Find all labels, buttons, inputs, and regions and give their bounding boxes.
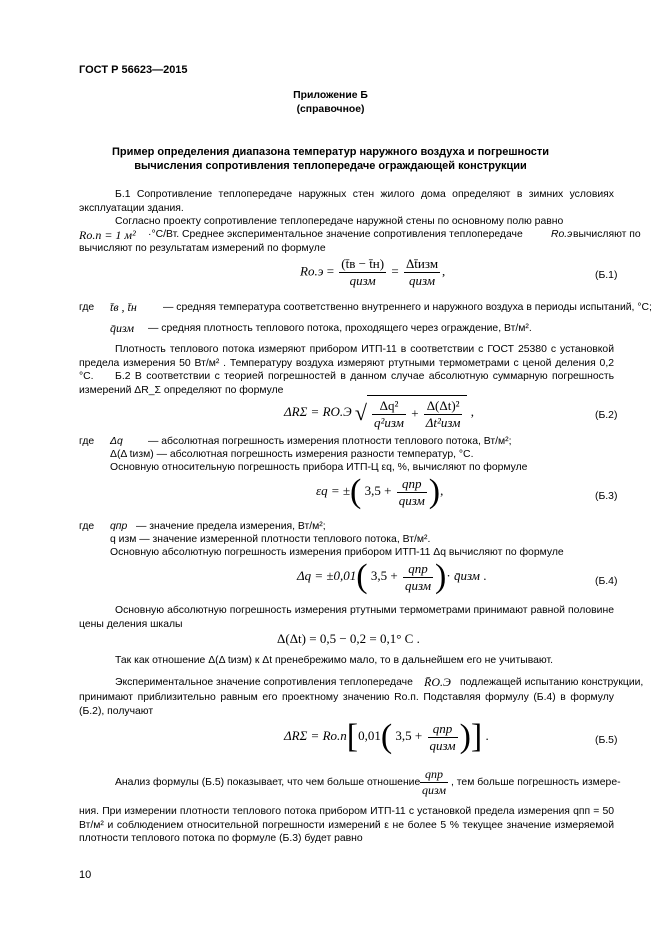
paragraph-exp-a: Экспериментальное значение сопротивления теплопередаче xyxy=(115,677,413,688)
eq-b1-frac1 xyxy=(339,256,386,289)
equation-scale: Δ(Δt) = 0,5 − 0,2 = 0,1° С . xyxy=(277,631,420,646)
eq-b1-den1: qизм xyxy=(349,273,376,288)
appendix-title: Приложение Б xyxy=(293,90,368,101)
where-label-3: где xyxy=(79,521,95,532)
eq-b4-lhs: Δq = ±0,01 xyxy=(297,567,357,583)
analysis-frac-den: qизм xyxy=(422,783,447,797)
eq-b2-number: (Б.2) xyxy=(595,410,618,421)
where-2-b: Δ(Δ tизм) — абсолютная погрешность измерения разности температур, °С. xyxy=(110,449,474,460)
eq-b4-rparen: ) xyxy=(435,558,447,595)
eq-b2-frac2 xyxy=(424,398,463,431)
standard-header: ГОСТ Р 56623—2015 xyxy=(79,64,188,76)
r-oe-bar-symbol: R̄О.Э xyxy=(424,675,451,689)
paragraph-design-value-b: ·°С/Вт. Среднее экспериментальное значение сопротивления теплопередаче xyxy=(148,229,523,240)
paragraph-negligible: Так как отношение Δ(Δ tизм) к Δt пренебрежимо мало, то в дальнейшем его не учитывают. xyxy=(115,655,553,666)
eq-b3-rparen: ) xyxy=(428,473,441,510)
paragraph-analysis-b: , тем больше погрешность измере- xyxy=(451,777,621,788)
eq-b2-den1: q²изм xyxy=(374,415,404,430)
eq-b5-const: 0,01 xyxy=(358,727,381,743)
qpr-symbol: qпр xyxy=(110,521,128,532)
where-2-a: — абсолютная погрешность измерения плотности теплового потока, Вт/м²; xyxy=(148,436,512,447)
dq-symbol: Δq xyxy=(110,436,123,447)
where-label-2: где xyxy=(79,436,95,447)
eq-b1-number: (Б.1) xyxy=(595,270,618,281)
eq-b2-lhs: ΔRΣ = RО.Э xyxy=(284,403,352,419)
paragraph-design-value-a: Согласно проекту сопротивление теплопередаче наружной стены по основному полю равно xyxy=(115,216,564,227)
where-1-b: — средняя плотность теплового потока, проходящего через ограждение, Вт/м². xyxy=(148,323,532,334)
equation-b4: Δq = ±0,01( 3,5 + $\frac{\text{qпр}}{\text{qизм}}$ )· q̄изм . xyxy=(297,558,487,595)
eq-b5-den: qизм xyxy=(429,737,456,753)
eq-b2-num1: Δq² xyxy=(372,398,406,415)
section-title-line2: вычисления сопротивления теплопередаче ограждающей конструкции xyxy=(134,160,527,172)
equation-b2: ΔRΣ = RО.Э √ $\frac{\text{Δq²}}{\text{q²изм}}$ + $\frac{\text{Δ(Δt)²}}{\text{Δt²изм}}$ , xyxy=(284,395,474,431)
eq-b3-num: qпр xyxy=(397,476,427,493)
eq-b3-number: (Б.3) xyxy=(595,491,618,502)
t-symbols: t̄в , t̄н xyxy=(110,300,137,314)
eq-b4-number: (Б.4) xyxy=(595,576,618,587)
eq-b1-num1: (t̄в − t̄н) xyxy=(341,256,385,271)
eq-b5-lhs: ΔRΣ = Rо.п xyxy=(284,727,347,743)
page-number: 10 xyxy=(79,869,92,881)
section-title-line1: Пример определения диапазона температур наружного воздуха и погрешности xyxy=(111,146,550,158)
paragraph-eps: Основную относительную погрешность прибора ИТП-Ц εq, %, вычисляют по формуле xyxy=(110,462,528,473)
eq-b3-lhs: εq = ± xyxy=(316,482,351,498)
eq-b3-const: 3,5 + xyxy=(364,482,392,498)
eq-b5-lparen: ( xyxy=(380,718,393,755)
q-symbol: q̄изм xyxy=(110,321,135,335)
eq-b4-const: 3,5 + xyxy=(370,567,398,583)
eq-b5-num: qпр xyxy=(428,721,458,738)
eq-b2-sqrt-sign: √ xyxy=(354,400,367,425)
eq-b4-num: qпр xyxy=(403,561,433,578)
paragraph-itp: Плотность теплового потока измеряют прибором ИТП-11 в соответствии с ГОСТ 25380 с установкой предела измерения 50 Вт/м² . Температуру воздуха измеряют ртутными термометрами с ценой деления 0,2 °С. xyxy=(79,344,614,382)
eq-b4-frac xyxy=(403,561,433,594)
where-label-1: где xyxy=(79,302,95,313)
paragraph-final: ния. При измерении плотности теплового потока прибором ИТП-11 с установкой предела измерения qпп = 50 Вт/м² и соблюдением относительной погрешности измерений ε не более 5 % текущее значение измеряемой плотности теплового потока по формуле (Б.3) будет равно xyxy=(79,806,614,844)
paragraph-design-value xyxy=(79,215,614,229)
eq-b1-den2: qизм xyxy=(408,273,436,288)
eq-b5-const2: 3,5 + xyxy=(395,727,423,743)
eq-b5-rparen: ) xyxy=(459,718,471,755)
paragraph-exp-c: принимают приблизительно равным его проектному значению Rо.п. Подставляя формулу (Б.4) в формулу (Б.2), получают xyxy=(79,692,614,717)
paragraph-design-value-c: вычисляют по результатам измерений по формуле xyxy=(79,243,326,254)
where-1-a: — средняя температура соответственно внутреннего и наружного воздуха в периоды испытаний, °С; xyxy=(163,302,652,313)
paragraph-b1: Б.1 Сопротивление теплопередаче наружных стен жилого дома определяют в зимних условиях эксплуатации здания. xyxy=(79,189,614,214)
appendix-subtitle: (справочное) xyxy=(296,104,365,115)
equation-b1: Rо.э = $\frac{(t̄в - t̄н)}{\text{qизм}}$ = $\frac{\text{Δt̄изм}}{\text{qизм}}$ , xyxy=(300,256,446,288)
where-3-b: q изм — значение измеренной плотности теплового потока, Вт/м². xyxy=(110,534,431,545)
eq-b4-den: qизм xyxy=(404,577,432,593)
eq-b1-frac2 xyxy=(404,256,440,289)
paragraph-analysis-a: Анализ формулы (Б.5) показывает, что чем больше отношение xyxy=(115,777,421,788)
eq-b5-frac xyxy=(428,721,458,754)
eq-b2-den2: Δt²изм xyxy=(425,415,461,430)
paragraph-exp-b: подлежащей испытанию конструкции, xyxy=(460,677,644,688)
eq-b3-den: qизм xyxy=(398,492,425,508)
eq-b5-rbracket: ] xyxy=(470,718,483,755)
equation-b3: εq = ±( 3,5 + $\frac{\text{qпр}}{\text{qизм}}$ ), xyxy=(316,473,444,510)
where-3-a: — значение предела измерения, Вт/м²; xyxy=(136,521,326,532)
eq-b1-lhs: Rо.э xyxy=(300,263,324,279)
eq-b5-number: (Б.5) xyxy=(595,735,618,746)
paragraph-dq: Основную абсолютную погрешность измерения прибором ИТП-11 Δq вычисляют по формуле xyxy=(110,547,564,558)
eq-b3-lparen: ( xyxy=(350,473,362,510)
analysis-fraction xyxy=(418,767,450,798)
analysis-frac-num: qпр xyxy=(420,767,448,783)
eq-b2-frac1 xyxy=(372,398,406,431)
eq-b5-lbracket: [ xyxy=(346,718,359,755)
eq-b1-num2: Δt̄изм xyxy=(405,256,439,271)
eq-b2-radicand: $\frac{\text{Δq²}}{\text{q²изм}}$ + $\frac{\text{Δ(Δt)²}}{\text{Δt²изм}}$ xyxy=(367,395,467,431)
paragraph-b2: Б.2 В соответствии с теорией погрешностей в данном случае абсолютную суммарную погрешность измерений ΔR_Σ определяют по формуле xyxy=(79,371,614,396)
paragraph-design-value-c1: вычисляют по xyxy=(573,229,641,240)
r-op-symbol: Rо.п = 1 м² xyxy=(79,228,136,242)
r-oe-symbol: Rо.э xyxy=(551,229,573,240)
eq-b4-lparen: ( xyxy=(356,558,368,595)
paragraph-thermometer: Основную абсолютную погрешность измерения ртутными термометрами принимают равной половине цены деления шкалы xyxy=(79,605,614,630)
analysis-frac xyxy=(420,767,448,798)
eq-b4-q: q̄изм xyxy=(453,567,480,583)
equation-b5: ΔRΣ = Rо.п[0,01( 3,5 + $\frac{\text{qпр}}{\text{qизм}}$ )] . xyxy=(284,718,489,755)
eq-b3-frac xyxy=(397,476,427,509)
eq-b2-num2: Δ(Δt)² xyxy=(424,398,463,415)
